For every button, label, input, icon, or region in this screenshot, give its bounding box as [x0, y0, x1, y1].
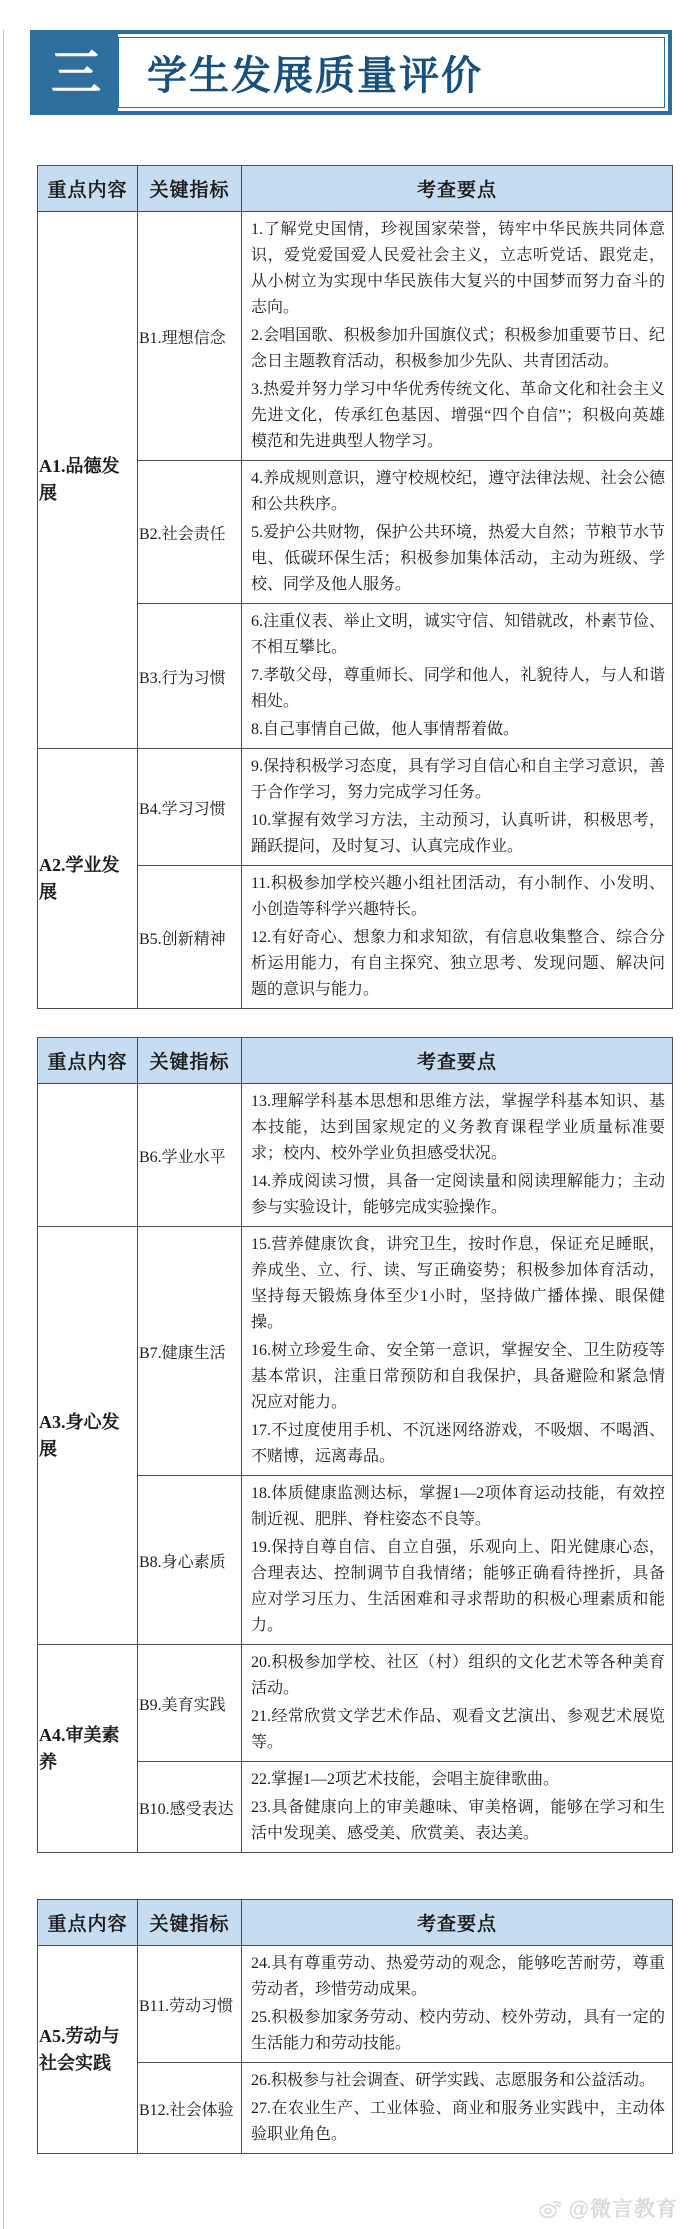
table-row — [38, 1227, 673, 1476]
point-text: 4.养成规则意识，遵守校规校纪，遵守法律法规、社会公德和公共秩序。 — [251, 470, 665, 513]
table-row — [38, 1645, 673, 1762]
point-text: 26.积极参与社会调查、研学实践、志愿服务和公益活动。 — [251, 2072, 656, 2089]
evaluation-table-2 — [37, 1037, 673, 1853]
point-text: 19.保持自尊自信、自立自强，乐观向上、阳光健康心态，合理表达、控制调节自我情绪；能够正确看待挫折，具备应对学习压力、生活困难和寻求帮助的积极心理素质和能力。 — [251, 1539, 665, 1634]
column-header: 关键指标 — [138, 166, 242, 212]
indicator-cell: B9.美育实践 — [138, 1645, 242, 1762]
column-header: 重点内容 — [38, 166, 138, 212]
indicator-cell: B10.感受表达 — [138, 1762, 242, 1853]
evaluation-table-1 — [37, 165, 673, 1009]
point-text: 13.理解学科基本思想和思维方法，掌握学科基本知识、基本技能，达到国家规定的义务教育课程学业质量标准要求；校内、校外学业负担感受状况。 — [251, 1093, 665, 1162]
points-cell — [242, 212, 673, 461]
point-text: 18.体质健康监测达标，掌握1—2项体育运动技能，有效控制近视、肥胖、脊柱姿态不良等。 — [251, 1485, 665, 1528]
banner-title-box — [118, 37, 665, 108]
point-text: 8.自己事情自己做，他人事情帮着做。 — [251, 721, 520, 738]
table-header-row — [38, 1038, 673, 1084]
point-text: 12.有好奇心、想象力和求知欲，有信息收集整合、综合分析运用能力，有自主探究、独立思考、发现问题、解决问题的意识与能力。 — [251, 929, 665, 998]
point-text: 21.经常欣赏文学艺术作品、观看文艺演出、参观艺术展览等。 — [251, 1708, 665, 1751]
table-header-row — [38, 166, 673, 212]
watermark-handle: @微言教育 — [568, 2198, 678, 2221]
column-header: 考查要点 — [242, 1900, 673, 1946]
point-text: 25.积极参加家务劳动、校内劳动、校外劳动，具有一定的生活能力和劳动技能。 — [251, 2009, 665, 2052]
point-text: 24.具有尊重劳动、热爱劳动的观念，能够吃苦耐劳，尊重劳动者，珍惜劳动成果。 — [251, 1955, 665, 1998]
points-cell — [242, 749, 673, 866]
indicator-cell: B5.创新精神 — [138, 866, 242, 1009]
section-number-badge: 三 — [34, 34, 118, 111]
point-text: 11.积极参加学校兴趣小组社团活动，有小制作、小发明、小创造等科学兴趣特长。 — [251, 875, 665, 918]
table-header-row — [38, 1900, 673, 1946]
column-header: 关键指标 — [138, 1038, 242, 1084]
point-text: 10.掌握有效学习方法，主动预习，认真听讲，积极思考，踊跃提问，及时复习、认真完成作业。 — [251, 812, 665, 855]
points-cell — [242, 1645, 673, 1762]
table-row — [38, 1084, 673, 1227]
points-cell — [242, 461, 673, 604]
column-header: 重点内容 — [38, 1900, 138, 1946]
column-header: 考查要点 — [242, 1038, 673, 1084]
page-edge-line — [3, 30, 4, 2229]
page-title: 学生发展质量评价 — [147, 54, 483, 98]
column-header: 关键指标 — [138, 1900, 242, 1946]
points-cell — [242, 1946, 673, 2063]
indicator-cell: B1.理想信念 — [138, 212, 242, 461]
points-cell — [242, 1227, 673, 1476]
indicator-cell: B7.健康生活 — [138, 1227, 242, 1476]
content-cell: A4.审美素养 — [38, 1645, 138, 1853]
content-cell: A2.学业发展 — [38, 749, 138, 1009]
point-text: 27.在农业生产、工业体验、商业和服务业实践中，主动体验职业角色。 — [251, 2100, 665, 2143]
content-cell: A3.身心发展 — [38, 1227, 138, 1645]
point-text: 7.孝敬父母，尊重师长、同学和他人，礼貌待人，与人和谐相处。 — [251, 667, 665, 710]
point-text: 20.积极参加学校、社区（村）组织的文化艺术等各种美育活动。 — [251, 1654, 665, 1697]
indicator-cell: B3.行为习惯 — [138, 604, 242, 749]
point-text: 3.热爱并努力学习中华优秀传统文化、革命文化和社会主义先进文化，传承红色基因、增强“四个自信”；积极向英雄模范和先进典型人物学习。 — [251, 381, 665, 450]
content-cell: A1.品德发展 — [38, 212, 138, 749]
table-row — [38, 1946, 673, 2063]
point-text: 23.具备健康向上的审美趣味、审美格调，能够在学习和生活中发现美、感受美、欣赏美、表达美。 — [251, 1799, 665, 1842]
points-cell — [242, 604, 673, 749]
point-text: 2.会唱国歌、积极参加升国旗仪式；积极参加重要节日、纪念日主题教育活动，积极参加少先队、共青团活动。 — [251, 327, 665, 370]
point-text: 1.了解党史国情，珍视国家荣誉，铸牢中华民族共同体意识，爱党爱国爱人民爱社会主义，立志听党话、跟党走，从小树立为实现中华民族伟大复兴的中国梦而努力奋斗的志向。 — [251, 221, 665, 316]
indicator-cell: B12.社会体验 — [138, 2063, 242, 2154]
point-text: 16.树立珍爱生命、安全第一意识，掌握安全、卫生防疫等基本常识，注重日常预防和自我保护，具备避险和紧急情况应对能力。 — [251, 1342, 665, 1411]
point-text: 5.爱护公共财物，保护公共环境，热爱大自然；节粮节水节电、低碳环保生活；积极参加集体活动，主动为班级、学校、同学及他人服务。 — [251, 524, 665, 593]
table-row — [38, 212, 673, 461]
point-text: 6.注重仪表、举止文明，诚实守信、知错就改，朴素节俭、不相互攀比。 — [251, 613, 665, 656]
column-header: 考查要点 — [242, 166, 673, 212]
points-cell — [242, 866, 673, 1009]
indicator-cell: B2.社会责任 — [138, 461, 242, 604]
indicator-cell: B4.学习习惯 — [138, 749, 242, 866]
point-text: 17.不过度使用手机、不沉迷网络游戏，不吸烟、不喝酒、不赌博，远离毒品。 — [251, 1422, 665, 1465]
points-cell — [242, 2063, 673, 2154]
point-text: 15.营养健康饮食，讲究卫生，按时作息，保证充足睡眠，养成坐、立、行、读、写正确姿势；积极参加体育活动，坚持每天锻炼身体至少1小时，坚持做广播体操、眼保健操。 — [251, 1236, 665, 1331]
watermark — [538, 2193, 678, 2223]
content-cell: A5.劳动与社会实践 — [38, 1946, 138, 2154]
point-text: 14.养成阅读习惯，具备一定阅读量和阅读理解能力；主动参与实验设计，能够完成实验操作。 — [251, 1173, 665, 1216]
points-cell — [242, 1084, 673, 1227]
points-cell — [242, 1762, 673, 1853]
column-header: 重点内容 — [38, 1038, 138, 1084]
table-row — [38, 749, 673, 866]
weibo-icon — [538, 2197, 564, 2219]
indicator-cell: B11.劳动习惯 — [138, 1946, 242, 2063]
evaluation-table-3 — [37, 1899, 673, 2154]
points-cell — [242, 1476, 673, 1645]
content-cell — [38, 1084, 138, 1227]
point-text: 22.掌握1—2项艺术技能，会唱主旋律歌曲。 — [251, 1771, 560, 1788]
indicator-cell: B8.身心素质 — [138, 1476, 242, 1645]
section-banner — [30, 30, 672, 115]
point-text: 9.保持积极学习态度，具有学习自信心和自主学习意识，善于合作学习，努力完成学习任务。 — [251, 758, 665, 801]
indicator-cell: B6.学业水平 — [138, 1084, 242, 1227]
